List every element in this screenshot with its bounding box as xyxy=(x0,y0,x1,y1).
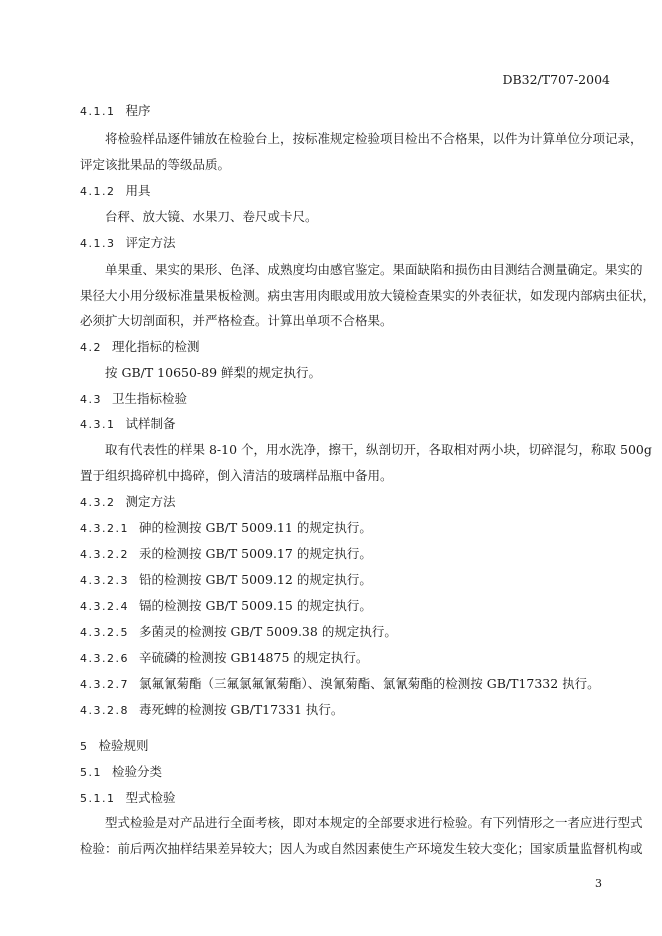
paragraph-line: 按 GB/T 10650-89 鲜梨的规定执行。 xyxy=(105,365,322,380)
paragraph-line: 必须扩大切剖面积，并严格检查。计算出单项不合格果。 xyxy=(80,313,393,328)
paragraph-line: 果径大小用分级标准量果板检测。病虫害用肉眼或用放大镜检查果实的外表征状，如发现内部病虫征状， xyxy=(80,288,656,303)
section-item: 4.3.2.4 镉的检测按 GB/T 5009.15 的规定执行。 xyxy=(80,598,372,613)
section-item: 4.3.2.8 毒死蜱的检测按 GB/T17331 执行。 xyxy=(80,702,344,717)
section-item: 4.3.2.1 砷的检测按 GB/T 5009.11 的规定执行。 xyxy=(80,520,372,535)
section-heading: 5 检验规则 xyxy=(80,738,149,753)
section-item: 4.3.2.5 多菌灵的检测按 GB/T 5009.38 的规定执行。 xyxy=(80,624,397,639)
paragraph-line: 置于组织捣碎机中捣碎，倒入清洁的玻璃样品瓶中备用。 xyxy=(80,468,393,483)
paragraph-line: 评定该批果品的等级品质。 xyxy=(80,157,231,172)
section-heading: 4.2 理化指标的检测 xyxy=(80,339,200,354)
paragraph-line: 取有代表性的样果 8-10 个，用水洗净，擦干，纵剖切开，各取相对两小块，切碎混匀，称取 500g xyxy=(105,442,652,457)
section-item: 4.3.2.7 氯氟氰菊酯（三氟氯氟氰菊酯）、溴氰菊酯、氯氰菊酯的检测按 GB/T17332 执行。 xyxy=(80,676,600,691)
section-item: 4.3.2.2 汞的检测按 GB/T 5009.17 的规定执行。 xyxy=(80,546,372,561)
section-heading: 4.1.3 评定方法 xyxy=(80,235,176,250)
section-heading: 4.1.1 程序 xyxy=(80,103,151,118)
paragraph-line: 将检验样品逐件铺放在检验台上，按标准规定检验项目检出不合格果，以件为计算单位分项记录， xyxy=(105,131,643,146)
section-item: 4.3.2.3 铅的检测按 GB/T 5009.12 的规定执行。 xyxy=(80,572,372,587)
paragraph-line: 检验：前后两次抽样结果差异较大；因人为或自然因素使生产环境发生较大变化；国家质量监督机构或 xyxy=(80,841,643,856)
section-heading: 5.1 检验分类 xyxy=(80,764,163,779)
paragraph-line: 型式检验是对产品进行全面考核，即对本规定的全部要求进行检验。有下列情形之一者应进行型式 xyxy=(105,815,643,830)
paragraph-line: 台秤、放大镜、水果刀、卷尺或卡尺。 xyxy=(105,209,318,224)
section-item: 4.3.2.6 辛硫磷的检测按 GB14875 的规定执行。 xyxy=(80,650,369,665)
paragraph-line: 单果重、果实的果形、色泽、成熟度均由感官鉴定。果面缺陷和损伤由目测结合测量确定。果实的 xyxy=(105,262,643,277)
section-heading: 4.3.1 试样制备 xyxy=(80,416,176,431)
section-heading: 4.1.2 用具 xyxy=(80,183,151,198)
doc-code: DB32/T707-2004 xyxy=(502,72,610,87)
page-number: 3 xyxy=(595,877,602,890)
section-heading: 4.3.2 测定方法 xyxy=(80,494,176,509)
section-heading: 4.3 卫生指标检验 xyxy=(80,391,188,406)
section-heading: 5.1.1 型式检验 xyxy=(80,790,176,805)
